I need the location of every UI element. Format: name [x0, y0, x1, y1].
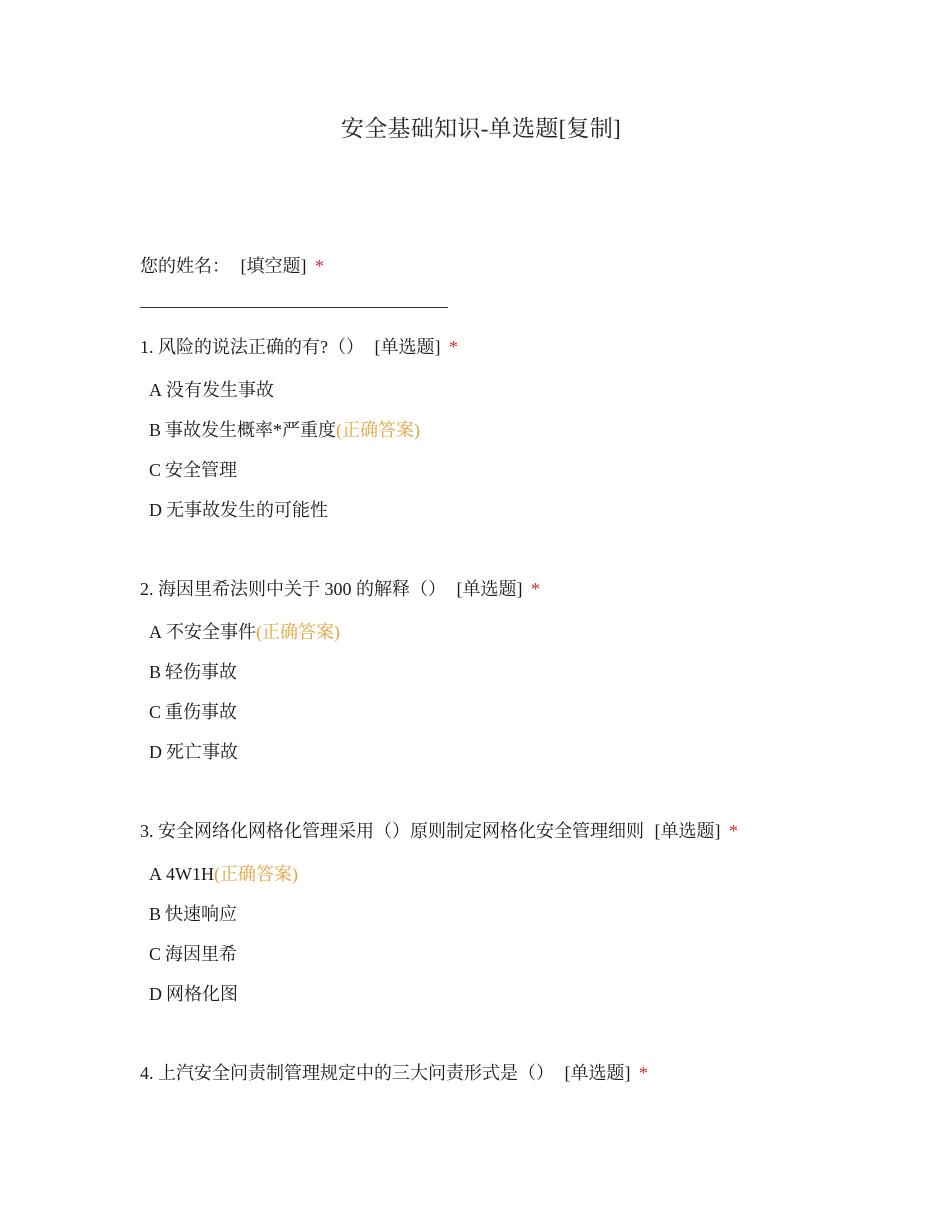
option-text: 海因里希 — [165, 944, 238, 964]
question-4 — [140, 1059, 648, 1085]
option-letter: C — [149, 460, 162, 480]
question-4-text: 4. 上汽安全问责制管理规定中的三大问责形式是（） — [140, 1063, 554, 1083]
name-question-type: [填空题] — [240, 256, 307, 276]
option-c[interactable] — [149, 459, 420, 499]
option-text: 安全管理 — [165, 460, 238, 480]
correct-answer-tag: (正确答案) — [256, 622, 340, 642]
option-letter: B — [149, 662, 162, 682]
option-letter: A — [149, 380, 162, 400]
page-title: 安全基础知识-单选题[复制] — [340, 116, 622, 141]
option-d[interactable] — [149, 983, 298, 1023]
question-3-text: 3. 安全网络化网格化管理采用（）原则制定网格化安全管理细则 — [140, 821, 644, 841]
question-4-type: [单选题] — [564, 1063, 631, 1083]
option-letter: D — [149, 984, 162, 1004]
question-1-text: 1. 风险的说法正确的有?（） — [140, 337, 364, 357]
option-text: 死亡事故 — [166, 742, 238, 762]
question-1 — [140, 333, 458, 359]
option-c[interactable] — [149, 701, 340, 741]
option-letter: A — [149, 864, 162, 884]
required-mark: * — [531, 579, 540, 599]
option-text: 快速响应 — [165, 904, 238, 924]
correct-answer-tag: (正确答案) — [336, 420, 421, 440]
option-text: 重伤事故 — [165, 702, 238, 722]
option-text: 网格化图 — [166, 984, 238, 1004]
option-b[interactable] — [149, 903, 298, 943]
required-mark: * — [315, 256, 324, 276]
option-a[interactable] — [149, 379, 420, 419]
name-answer-line[interactable] — [140, 307, 448, 308]
option-letter: D — [149, 500, 162, 520]
question-2 — [140, 575, 540, 601]
option-c[interactable] — [149, 943, 298, 983]
name-question — [140, 252, 324, 278]
question-2-type: [单选题] — [456, 579, 523, 599]
question-2-options — [149, 621, 340, 781]
option-text: 事故发生概率*严重度 — [165, 420, 337, 440]
option-letter: C — [149, 702, 162, 722]
option-letter: A — [149, 622, 162, 642]
option-b[interactable] — [149, 419, 420, 459]
option-letter: C — [149, 944, 162, 964]
option-d[interactable] — [149, 499, 420, 539]
option-letter: B — [149, 420, 162, 440]
required-mark: * — [639, 1063, 648, 1083]
question-3-type: [单选题] — [654, 821, 721, 841]
option-d[interactable] — [149, 741, 340, 781]
option-letter: B — [149, 904, 162, 924]
option-text: 轻伤事故 — [165, 662, 238, 682]
option-text: 没有发生事故 — [166, 380, 274, 400]
option-b[interactable] — [149, 661, 340, 701]
question-3 — [140, 817, 738, 843]
option-text: 无事故发生的可能性 — [166, 500, 328, 520]
option-text: 4W1H — [166, 864, 214, 884]
option-text: 不安全事件 — [166, 622, 256, 642]
question-1-options — [149, 379, 420, 539]
option-letter: D — [149, 742, 162, 762]
question-1-type: [单选题] — [374, 337, 441, 357]
required-mark: * — [729, 821, 738, 841]
question-2-text: 2. 海因里希法则中关于 300 的解释（） — [140, 579, 446, 599]
option-a[interactable] — [149, 621, 340, 661]
correct-answer-tag: (正确答案) — [214, 864, 298, 884]
required-mark: * — [449, 337, 458, 357]
name-label: 您的姓名： — [140, 256, 230, 276]
option-a[interactable] — [149, 863, 298, 903]
question-3-options — [149, 863, 298, 1023]
